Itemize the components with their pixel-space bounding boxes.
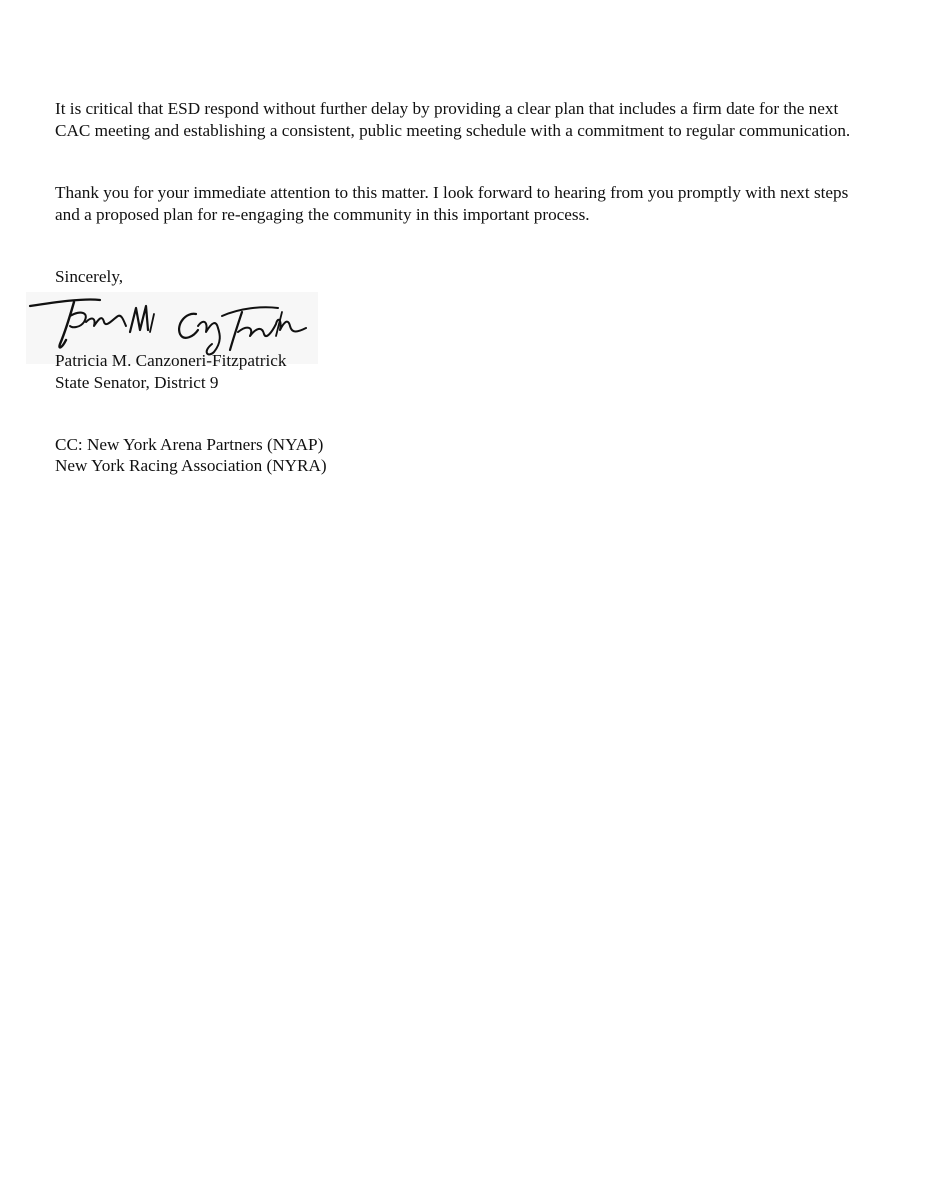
body-paragraph-thanks: Thank you for your immediate attention to this matter. I look forward to hearing from you promptly with next steps and a proposed plan for re-engaging the community in this important process. xyxy=(55,183,849,224)
closing-salutation: Sincerely, xyxy=(55,267,124,286)
signer-name: Patricia M. Canzoneri-Fitzpatrick xyxy=(55,351,287,370)
signer-title: State Senator, District 9 xyxy=(55,373,219,392)
body-paragraph-request: It is critical that ESD respond without further delay by providing a clear plan that includes a firm date for the next CAC meeting and establishing a consistent, public meeting schedule with a commitment to regular communication. xyxy=(55,99,851,140)
cc-recipient: New York Racing Association (NYRA) xyxy=(55,456,327,475)
cc-recipient: CC: New York Arena Partners (NYAP) xyxy=(55,435,324,454)
